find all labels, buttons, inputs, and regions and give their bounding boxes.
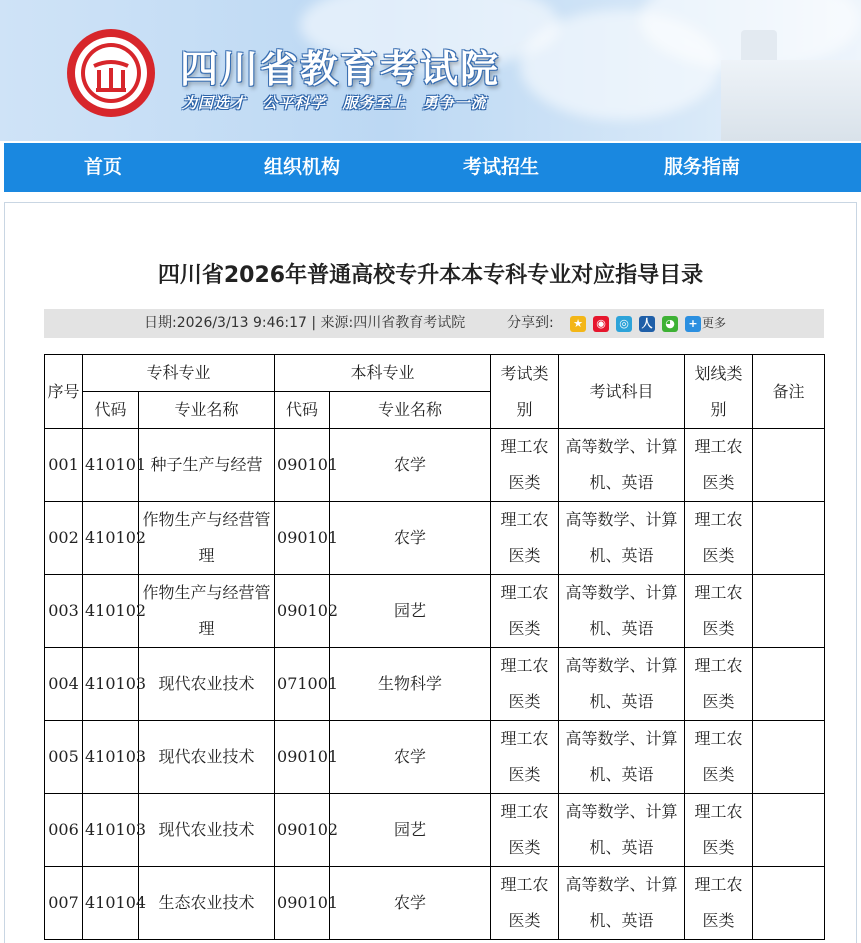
cell-exam-type: 理工农医类 — [491, 429, 559, 502]
table-row — [45, 867, 825, 940]
tencent-weibo-icon[interactable]: ◎ — [616, 316, 632, 332]
cell-remark — [753, 867, 825, 940]
major-catalog-table — [44, 354, 825, 940]
cell-zhuanke-name: 作物生产与经营管理 — [139, 502, 275, 575]
cell-exam-type: 理工农医类 — [491, 794, 559, 867]
header-benke-name: 专业名称 — [330, 392, 491, 429]
cell-zhuanke-code: 410102 — [83, 502, 139, 575]
nav-item-home[interactable]: 首页 — [84, 156, 123, 178]
cell-benke-name: 农学 — [330, 502, 491, 575]
cell-benke-name: 农学 — [330, 721, 491, 794]
cell-zhuanke-code: 410102 — [83, 575, 139, 648]
cell-index: 007 — [45, 867, 83, 940]
cell-line-type: 理工农医类 — [685, 502, 753, 575]
cell-line-type: 理工农医类 — [685, 867, 753, 940]
table-row — [45, 429, 825, 502]
wechat-icon[interactable]: ◕ — [662, 316, 678, 332]
cell-benke-name: 园艺 — [330, 575, 491, 648]
cell-remark — [753, 648, 825, 721]
cell-benke-name: 农学 — [330, 867, 491, 940]
cell-exam-type: 理工农医类 — [491, 721, 559, 794]
cell-remark — [753, 429, 825, 502]
cell-line-type: 理工农医类 — [685, 575, 753, 648]
header-benke-major: 本科专业 — [275, 355, 491, 392]
cell-zhuanke-name: 现代农业技术 — [139, 794, 275, 867]
cell-exam-type: 理工农医类 — [491, 502, 559, 575]
cell-zhuanke-code: 410104 — [83, 867, 139, 940]
share-icons — [570, 315, 726, 332]
cell-zhuanke-name: 现代农业技术 — [139, 721, 275, 794]
cell-benke-code: 090101 — [275, 867, 330, 940]
cell-line-type: 理工农医类 — [685, 429, 753, 502]
nav-item-service-guide[interactable]: 服务指南 — [664, 156, 741, 178]
cell-exam-subjects: 高等数学、计算机、英语 — [559, 721, 685, 794]
cell-benke-code: 090102 — [275, 794, 330, 867]
cell-exam-type: 理工农医类 — [491, 575, 559, 648]
header-benke-code: 代码 — [275, 392, 330, 429]
renren-icon[interactable]: 人 — [639, 316, 655, 332]
nav-item-organization[interactable]: 组织机构 — [264, 156, 341, 178]
qzone-icon[interactable]: ★ — [570, 316, 586, 332]
cell-index: 002 — [45, 502, 83, 575]
cell-remark — [753, 502, 825, 575]
cell-index: 005 — [45, 721, 83, 794]
cell-benke-name: 农学 — [330, 429, 491, 502]
header-zhuanke-name: 专业名称 — [139, 392, 275, 429]
main-nav — [4, 143, 861, 192]
cell-index: 003 — [45, 575, 83, 648]
cell-index: 006 — [45, 794, 83, 867]
cell-zhuanke-name: 作物生产与经营管理 — [139, 575, 275, 648]
cell-zhuanke-code: 410103 — [83, 721, 139, 794]
logo-seal-icon[interactable] — [66, 28, 156, 118]
cell-remark — [753, 721, 825, 794]
more-plus-icon[interactable]: + — [685, 316, 701, 332]
site-title: 四川省教育考试院 — [180, 47, 501, 91]
table-row — [45, 648, 825, 721]
header-index: 序号 — [45, 355, 83, 429]
site-slogan: 为国选才 公平科学 服务至上 勇争一流 — [182, 94, 487, 112]
cell-benke-code: 090101 — [275, 721, 330, 794]
header-zhuanke-code: 代码 — [83, 392, 139, 429]
share-label: 分享到: — [507, 315, 554, 331]
header-remark: 备注 — [753, 355, 825, 429]
cell-remark — [753, 575, 825, 648]
article-title: 四川省2026年普通高校专升本本专科专业对应指导目录 — [157, 263, 704, 288]
cell-line-type: 理工农医类 — [685, 648, 753, 721]
site-header — [0, 0, 861, 141]
share-more-link[interactable]: 更多 — [702, 316, 727, 330]
cell-zhuanke-code: 410101 — [83, 429, 139, 502]
weibo-icon[interactable]: ◉ — [593, 316, 609, 332]
cell-zhuanke-name: 现代农业技术 — [139, 648, 275, 721]
cell-line-type: 理工农医类 — [685, 721, 753, 794]
cell-exam-subjects: 高等数学、计算机、英语 — [559, 867, 685, 940]
cell-exam-subjects: 高等数学、计算机、英语 — [559, 502, 685, 575]
cell-benke-code: 071001 — [275, 648, 330, 721]
cell-benke-name: 生物科学 — [330, 648, 491, 721]
cell-benke-name: 园艺 — [330, 794, 491, 867]
nav-item-exam-enrollment[interactable]: 考试招生 — [463, 156, 540, 178]
cell-index: 001 — [45, 429, 83, 502]
cell-zhuanke-name: 生态农业技术 — [139, 867, 275, 940]
cell-zhuanke-name: 种子生产与经营 — [139, 429, 275, 502]
article-meta-bar — [44, 309, 824, 338]
table-row — [45, 502, 825, 575]
cell-line-type: 理工农医类 — [685, 794, 753, 867]
cell-exam-subjects: 高等数学、计算机、英语 — [559, 575, 685, 648]
cell-remark — [753, 794, 825, 867]
table-row — [45, 575, 825, 648]
cell-exam-subjects: 高等数学、计算机、英语 — [559, 429, 685, 502]
cell-benke-code: 090102 — [275, 575, 330, 648]
header-line-type: 划线类别 — [685, 355, 753, 429]
header-building-decoration — [721, 60, 861, 141]
cell-index: 004 — [45, 648, 83, 721]
cell-benke-code: 090101 — [275, 429, 330, 502]
cell-zhuanke-code: 410103 — [83, 648, 139, 721]
cell-exam-type: 理工农医类 — [491, 648, 559, 721]
cell-benke-code: 090101 — [275, 502, 330, 575]
table-row — [45, 794, 825, 867]
header-zhuanke-major: 专科专业 — [83, 355, 275, 392]
cell-zhuanke-code: 410103 — [83, 794, 139, 867]
cell-exam-subjects: 高等数学、计算机、英语 — [559, 794, 685, 867]
cell-exam-type: 理工农医类 — [491, 867, 559, 940]
header-exam-subjects: 考试科目 — [559, 355, 685, 429]
article-meta: 日期:2026/3/13 9:46:17 | 来源:四川省教育考试院 — [144, 315, 466, 331]
table-row — [45, 721, 825, 794]
header-exam-type: 考试类别 — [491, 355, 559, 429]
cell-exam-subjects: 高等数学、计算机、英语 — [559, 648, 685, 721]
